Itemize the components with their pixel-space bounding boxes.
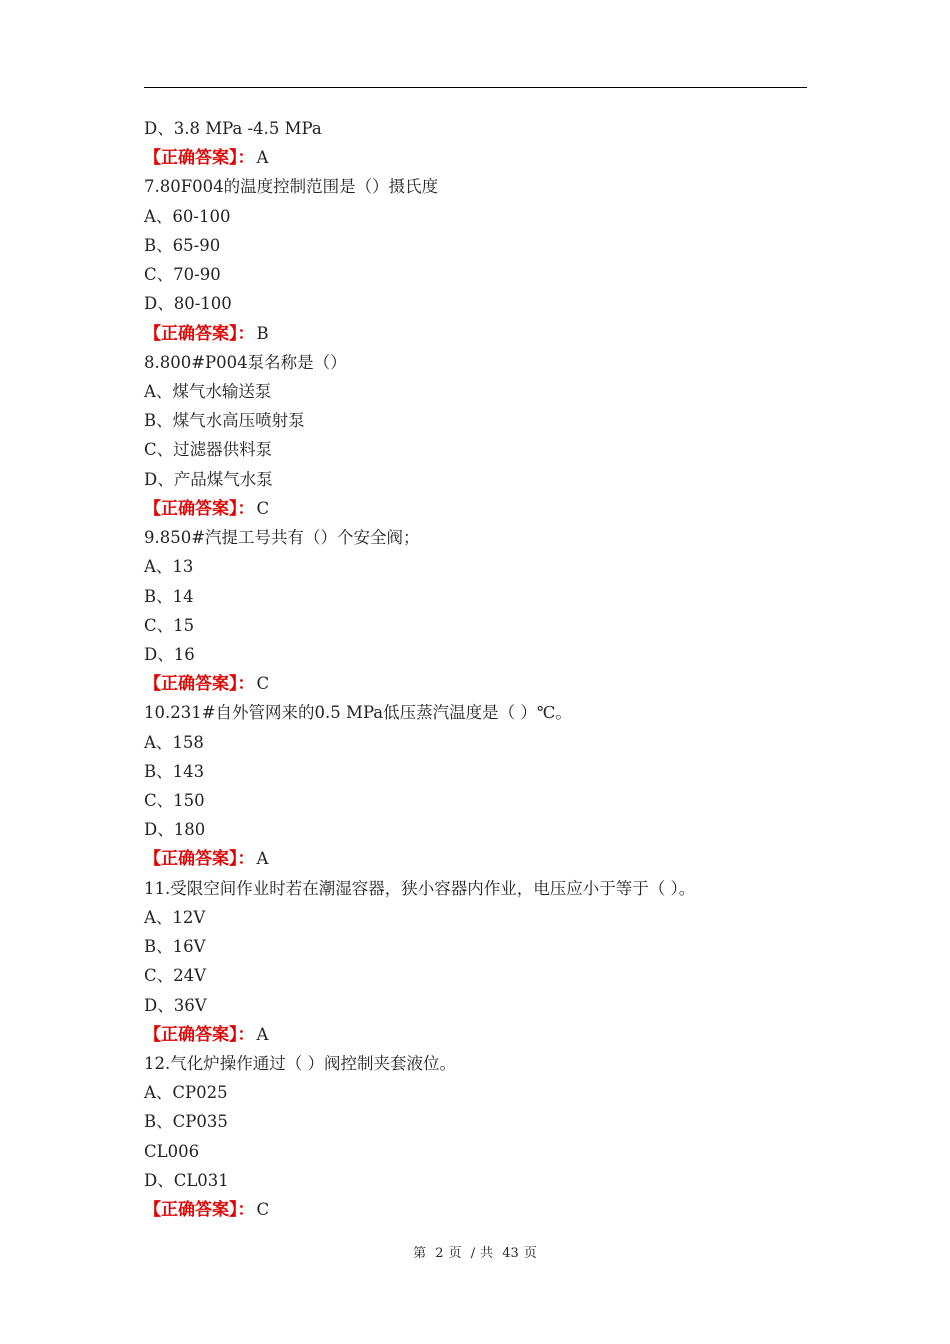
option-text: D、180	[144, 820, 206, 840]
answer-line	[144, 669, 824, 698]
footer-prefix: 第	[413, 1246, 427, 1261]
answer-value: C	[256, 498, 270, 518]
footer-page-number: 2	[435, 1246, 444, 1261]
option-text: A、158	[144, 732, 204, 752]
answer-value: C	[256, 674, 270, 694]
question-text: 10.231#自外管网来的0.5 MPa低压蒸汽温度是（ ）℃。	[144, 703, 572, 723]
option-text: C、过滤器供料泵	[144, 440, 273, 460]
question-text: 8.800#P004泵名称是（）	[144, 352, 347, 372]
question-text: 11.受限空间作业时若在潮湿容器，狭小容器内作业，电压应小于等于（ ）。	[144, 878, 696, 898]
answer-value: A	[256, 148, 269, 168]
option-text: C、15	[144, 615, 195, 635]
question-text: 7.80F004的温度控制范围是（）摄氏度	[144, 177, 439, 197]
answer-line	[144, 844, 824, 873]
footer-total-unit: 页	[523, 1246, 537, 1261]
option-text: C、70-90	[144, 265, 221, 285]
option-text: D、3.8 MPa -4.5 MPa	[144, 119, 322, 138]
option-text: B、14	[144, 586, 194, 606]
option-text: A、CP025	[144, 1083, 228, 1103]
option-text: D、CL031	[144, 1170, 229, 1190]
option-text: D、产品煤气水泵	[144, 469, 273, 489]
footer-separator: /	[470, 1246, 476, 1261]
footer-page-unit: 页	[448, 1246, 462, 1261]
answer-label: 【正确答案】：	[144, 674, 255, 695]
header-rule	[144, 87, 807, 88]
question-text: 9.850#汽提工号共有（）个安全阀；	[144, 528, 420, 548]
answer-label: 【正确答案】：	[144, 849, 255, 870]
answer-line	[144, 143, 824, 172]
option-text: B、CP035	[144, 1112, 228, 1132]
footer-total-pages: 43	[502, 1246, 519, 1261]
option-text: B、65-90	[144, 235, 221, 255]
answer-value: A	[256, 849, 269, 869]
option-text: B、煤气水高压喷射泵	[144, 411, 305, 431]
option-text: A、60-100	[144, 206, 231, 226]
option-text: B、16V	[144, 937, 206, 957]
answer-label: 【正确答案】：	[144, 1200, 255, 1221]
option-text: D、80-100	[144, 294, 232, 314]
option-text: A、煤气水输送泵	[144, 381, 272, 401]
option-text: A、12V	[144, 907, 206, 927]
option-text: A、13	[144, 557, 194, 577]
answer-value: B	[256, 323, 269, 343]
option-text: C、24V	[144, 966, 207, 986]
answer-line	[144, 494, 824, 523]
question-text: 12.气化炉操作通过（ ）阀控制夹套液位。	[144, 1054, 456, 1073]
answer-line	[144, 1195, 824, 1224]
answer-line	[144, 319, 824, 348]
answer-label: 【正确答案】：	[144, 1024, 255, 1045]
answer-label: 【正确答案】：	[144, 148, 255, 169]
option-text: D、36V	[144, 995, 207, 1015]
option-text: C、150	[144, 791, 205, 811]
answer-value: C	[256, 1200, 270, 1220]
footer-total-prefix: 共	[480, 1246, 494, 1261]
answer-label: 【正确答案】：	[144, 498, 255, 519]
option-text: D、16	[144, 644, 195, 664]
answer-label: 【正确答案】：	[144, 323, 255, 344]
option-text: CL006	[144, 1141, 200, 1161]
page-footer	[0, 1244, 950, 1264]
option-text: B、143	[144, 761, 205, 781]
document-body	[144, 114, 824, 1224]
answer-line	[144, 1020, 824, 1049]
answer-value: A	[256, 1024, 269, 1044]
